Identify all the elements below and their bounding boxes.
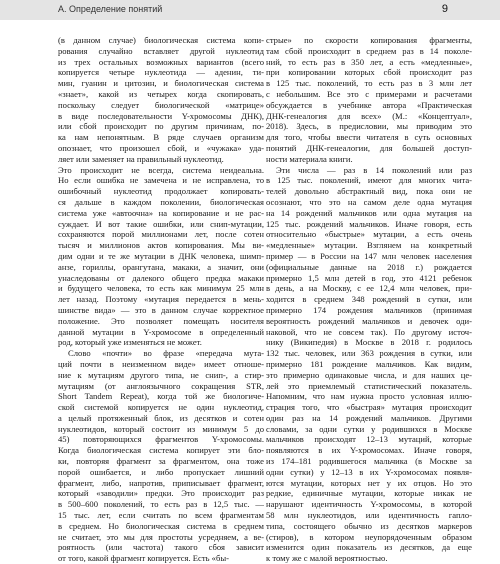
text-line: примерно 174 рождения мальчиков (принимая [266,304,472,315]
text-line: 125 тыс. рождений мальчиков. Иначе говоря, есть [266,218,472,229]
text-line: 132 тыс. человек, или 363 рождения в сутки, или [266,348,472,359]
text-line: к тому же с малой вероятностью. [266,553,388,564]
text-line: одни сутки) у 12–13 в их Y-хромосомах появля- [266,466,472,477]
text-line: лей это приемлемый статистический показатель. [266,380,472,391]
text-line: ности материала книги. [266,153,353,164]
text-line: Слово «почти» во фразе «передача мута- [68,348,264,359]
text-line: тысяч и миллионов актов копирования. Мы ви- [58,240,264,251]
text-line: стрые» по скорости копирования фрагменты, [266,35,472,45]
text-line: из трех остальных возможных вариантов (всего [58,56,264,67]
text-line: или сбой происходит по другим причинам, по- [58,121,264,132]
text-line: изменится один показатель из десятков, да еще [266,542,472,553]
text-line: не считает, это мы для простоты усредняем, а ве- [58,531,264,542]
text-line: ходится в среднем 348 рождений в сутки, или [266,294,472,305]
text-line: унаследованы от далекого общего предка макаки [58,272,264,283]
text-line: Short Tandem Repeat), когда той же биологиче- [58,391,264,402]
text-line: Когда биологическая система копирует эти бло- [58,445,264,456]
page-number: 9 [441,3,448,15]
text-line: страция того, что «быстрая» мутация происходит [266,402,472,413]
text-line: Это происходит не всегда, система неидеальна. [58,164,264,175]
text-line: 15 тыс. лет, если считать по всем фрагментам [58,510,264,521]
text-line: данной мутации в Y-хромосоме в определенный [58,326,264,337]
text-line: ошибочный нуклеотид продолжает копировать- [58,186,264,197]
left-text-column [58,35,264,564]
text-line: вероятность рождений мальчиков и девочек оди- [266,315,472,326]
text-line: осознают, что это на самом деле одна мутация [266,196,472,207]
text-line: мутациям (от англоязычного сокращения STR, [58,380,264,391]
text-line: дим одни и те же мутации в ДНК человека, шимп- [58,250,264,261]
text-line: с небольшим. Все это с примерами и расчетами [266,88,472,99]
text-line: ются мутации, которых нет у их отцов. Но это [266,477,472,488]
text-line: один раз на 14 рождений мальчиков. Другими [266,412,472,423]
text-line: Эти числа — раз в 14 поколений или раз [276,164,472,175]
text-line: ДНК-генеалогия для всех» (М.: «Концептуал», [266,110,472,121]
text-line: шинстве вида» — это в данном случае корректное [58,304,264,315]
text-line: в 500–600 поколений, то есть раз в 12,5 тыс. — [58,499,264,510]
text-line: ние к мутациям другого типа, не снип-, а стир- [58,369,264,380]
text-line: «знает», какой из четырех когда скопировать, [58,88,264,99]
text-line: 2018). Здесь, в предисловии, мы приводим это [266,121,472,132]
text-line: род, который уже изменяться не может. [58,337,202,348]
text-line: анзе, гориллы, орангутана, макаки, а значит, они [58,261,264,272]
text-line: а целый протяженный блок, из десятков и сотен [58,412,264,423]
text-line: это примерно одинаковые числа, и для наших це- [266,369,472,380]
text-line: мальчиков происходят 12–13 мутаций, которые [266,434,472,445]
text-line: и будущего человека, то есть как минимум 25 млн [58,283,264,294]
text-line: суждает. И вот такие ошибки, или снип-мутации, [58,218,264,229]
text-line: ний, то есть раз в 350 лет, а есть «медленные», [266,56,472,67]
text-line: ляет или заменяет на правильный нуклеотид. [58,153,224,164]
text-line: в день, а на Москву, с ее 12,4 млн человек, при- [266,283,472,294]
text-line: копируется четыре нуклеотида — аденин, ти- [58,67,264,78]
text-line: нуклеотидов, который состоит из минимум 5 до [58,423,264,434]
text-line: (в данном случае) биологическая система копи- [58,35,264,45]
text-line: из 174–181 родившегося мальчика (в Москве за [266,456,472,467]
text-line: в виде последовательности Y-хромосомы ДНК), [58,110,264,121]
text-line: «медленные» мутации. Взглянем на конкретный [266,240,472,251]
text-line: поскольку следует биологической «матрице» [58,99,264,110]
text-line: лет назад. Поэтому «мутация передается в мень- [58,294,264,305]
running-title: А. Определение понятий [58,4,163,14]
text-line: в среднем. Но биологическая система в среднем [58,520,264,531]
text-line: пример — в России на 147 млн человек населения [266,250,472,261]
text-line: 45) повторяющихся фрагментов Y-хромосомы. [58,434,264,445]
text-line: ций почти в неизменном виде» имеет отноше- [58,358,264,369]
text-line: который «заводили» предки. Это происходит раз [58,488,264,499]
text-line: сохраняются порой миллионами лет, после сотен [58,229,264,240]
right-text-column [266,35,472,564]
text-line: наковой, что не совсем так). По другому источ- [266,326,472,337]
text-line: от того, какой фрагмент копируется. Есть «бы- [58,553,229,564]
text-line: ской системой копируется не один нуклеотид, [58,402,264,413]
text-line: (стиров), в котором неупорядоченным образом [266,531,472,542]
text-line: положение. Это позволяет помещать носителя [58,315,264,326]
text-line: словами, за одни сутки у родившихся в Москве [266,423,472,434]
text-line: относительно «быстрые» мутации, а есть очень [266,229,472,240]
text-line: ки, повторяя фрагмент за фрагментом, она тоже [58,456,264,467]
text-line: типа, состоящего обычно из десятков маркеров [266,520,472,531]
text-line: обсуждается в учебнике автора «Практическая [266,99,472,110]
text-line: роятность (или частота) такого сбоя зависит [58,542,264,553]
page-header [0,0,500,20]
text-line: примерно 1,5 млн детей в год, это 4121 ребенок [266,272,472,283]
text-line: 58 млн нуклеотидов, или идентичность гапло- [266,510,472,521]
text-line: опознает, что произошел сбой, и «чужака» уда- [58,142,264,153]
text-line: редкие, единичные мутации, которые никак не [266,488,472,499]
text-line: нарушают идентичность Y-хромосомы, в которой [266,499,472,510]
text-line: нику (Википедия) в Москве в 2018 г. родилось [266,337,472,348]
text-line: в 125 тыс. поколений, то есть раз в 3 млн лет [266,78,472,89]
text-line: рования случайно вставляет другой нуклеотид [58,45,264,56]
text-line: порой ошибается, и либо пропускает лишний [58,466,264,477]
text-line: для того, чтобы ввести читателя в суть основных [266,132,472,143]
text-line: появляются в их Y-хромосомах. Иначе говоря, [266,445,472,456]
text-line: при копировании которых сбой происходит раз [266,67,472,78]
text-line: система уже «автоочна» на копирование и не рас- [58,207,264,218]
text-line: мин, гуанин и цитозин, и биологическая система [58,78,264,89]
text-line: примерно 181 рождение мальчиков. Как видим, [266,358,472,369]
text-line: фрагмент, либо, напротив, приписывает фрагмент, [58,477,264,488]
text-line: Напомним, что нам нужна просто условная иллю- [266,391,472,402]
text-line: (официальные данные на 2018 г.) рождается [266,261,472,272]
text-line: там сбой происходит в среднем раз в 14 поколе- [266,45,472,56]
text-line: телей довольно абстрактный вид, пока они не [266,186,472,197]
text-line: в 125 тыс. поколений, имеют для многих чита- [266,175,472,186]
text-line: понятий ДНК-генеалогии, для большей доступ- [266,142,472,153]
text-line: Но если ошибка не замечена и не исправлена, то [58,175,264,186]
text-line: на 14 рождений мальчиков или одна мутация на [266,207,472,218]
text-line: ка нам непонятным. В ряде случаев организм [58,132,264,143]
text-line: ся дальше в каждом поколении, биологическая [58,196,264,207]
